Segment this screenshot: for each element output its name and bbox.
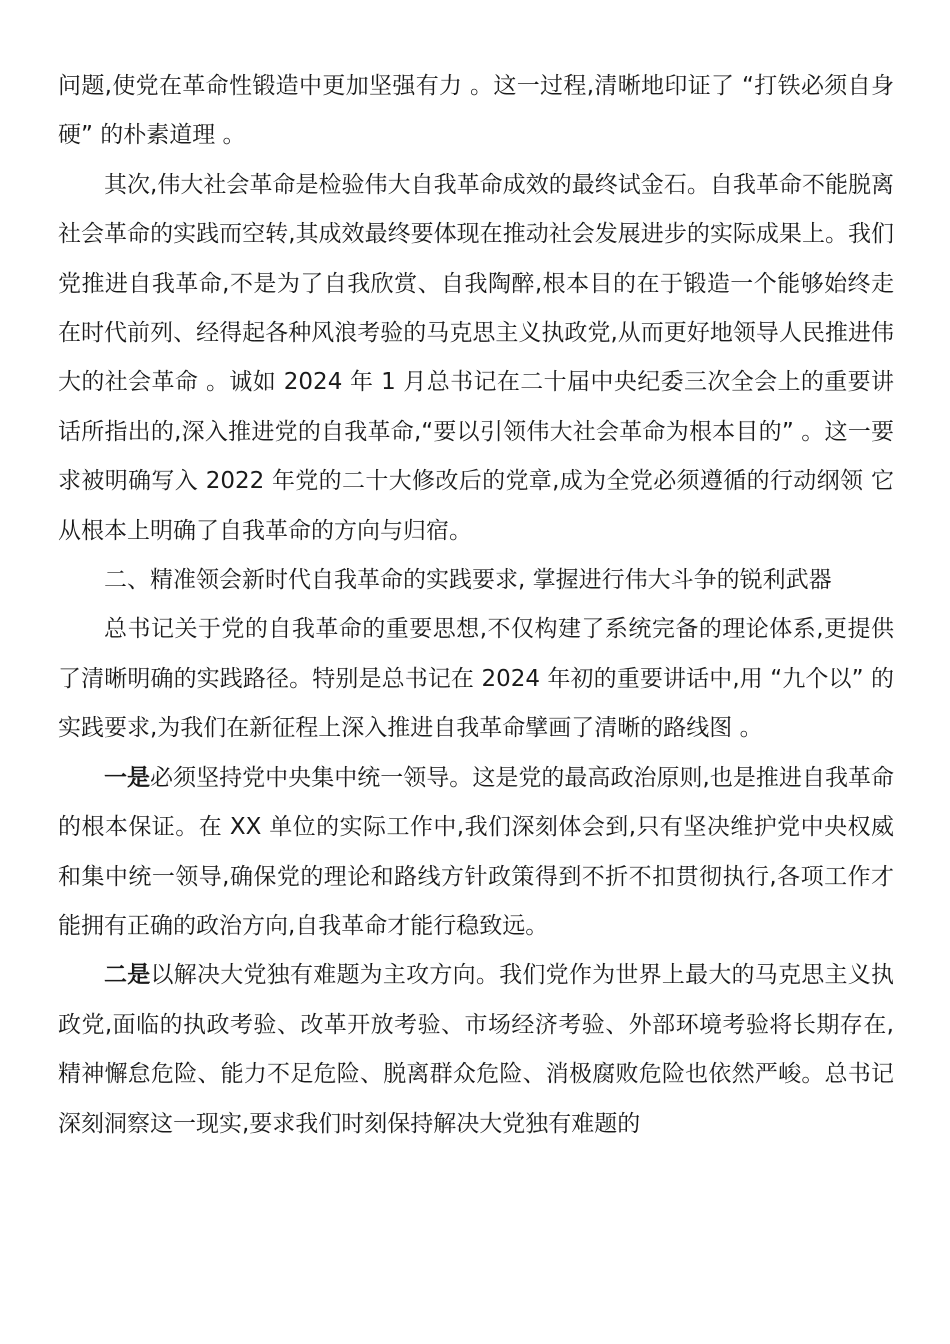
document-body: [58, 62, 894, 1149]
point-one-lead: 一是: [104, 764, 151, 791]
point-two-text: 以解决大党独有难题为主攻方向。我们党作为世界上最大的马克思主义执政党,面临的执政考验、改革开放考验、市场经济考验、外部环境考验将长期存在,精神懈怠危险、能力不足危险、脱离群众危险、消极腐败危险也依然严峻。总书记深刻洞察这一现实,要求我们时刻保持解决大党独有难题的: [58, 962, 895, 1137]
paragraph-practice-path: 总书记关于党的自我革命的重要思想,不仅构建了系统完备的理论体系,更提供了清晰明确的实践路径。特别是总书记在 2024 年初的重要讲话中,用 “九个以” 的实践要求,为我们在新征程上深入推进自我革命擘画了清晰的路线图 。: [58, 616, 894, 742]
paragraph-continuation: 问题,使党在革命性锻造中更加坚强有力 。这一过程,清晰地印证了 “打铁必须自身硬” 的朴素道理 。: [58, 73, 894, 149]
paragraph-point-one: [58, 754, 894, 952]
point-one-text: 必须坚持党中央集中统一领导。这是党的最高政治原则,也是推进自我革命的根本保证。在 XX 单位的实际工作中,我们深刻体会到,只有坚决维护党中央权威和集中统一领导,确保党的理论和路线方针政策得到不折不扣贯彻执行,各项工作才能拥有正确的政治方向,自我革命才能行稳致远。: [58, 764, 895, 939]
paragraph-social-revolution: 其次,伟大社会革命是检验伟大自我革命成效的最终试金石。自我革命不能脱离社会革命的实践而空转,其成效最终要体现在推动社会发展进步的实际成果上。我们党推进自我革命,不是为了自我欣赏、自我陶醉,根本目的在于锻造一个能够始终走在时代前列、经得起各种风浪考验的马克思主义执政党,从而更好地领导人民推进伟大的社会革命 。诚如 2024 年 1 月总书记在二十届中央纪委三次全会上的重要讲话所指出的,深入推进党的自我革命,“要以引领伟大社会革命为根本目的” 。这一要求被明确写入 2022 年党的二十大修改后的党章,成为全党必须遵循的行动纲领 它从根本上明确了自我革命的方向与归宿。: [58, 171, 894, 544]
point-two-lead: 二是: [104, 962, 151, 989]
section-heading-two: 二、精准领会新时代自我革命的实践要求, 掌握进行伟大斗争的锐利武器: [104, 567, 832, 594]
paragraph-point-two: [58, 951, 894, 1149]
